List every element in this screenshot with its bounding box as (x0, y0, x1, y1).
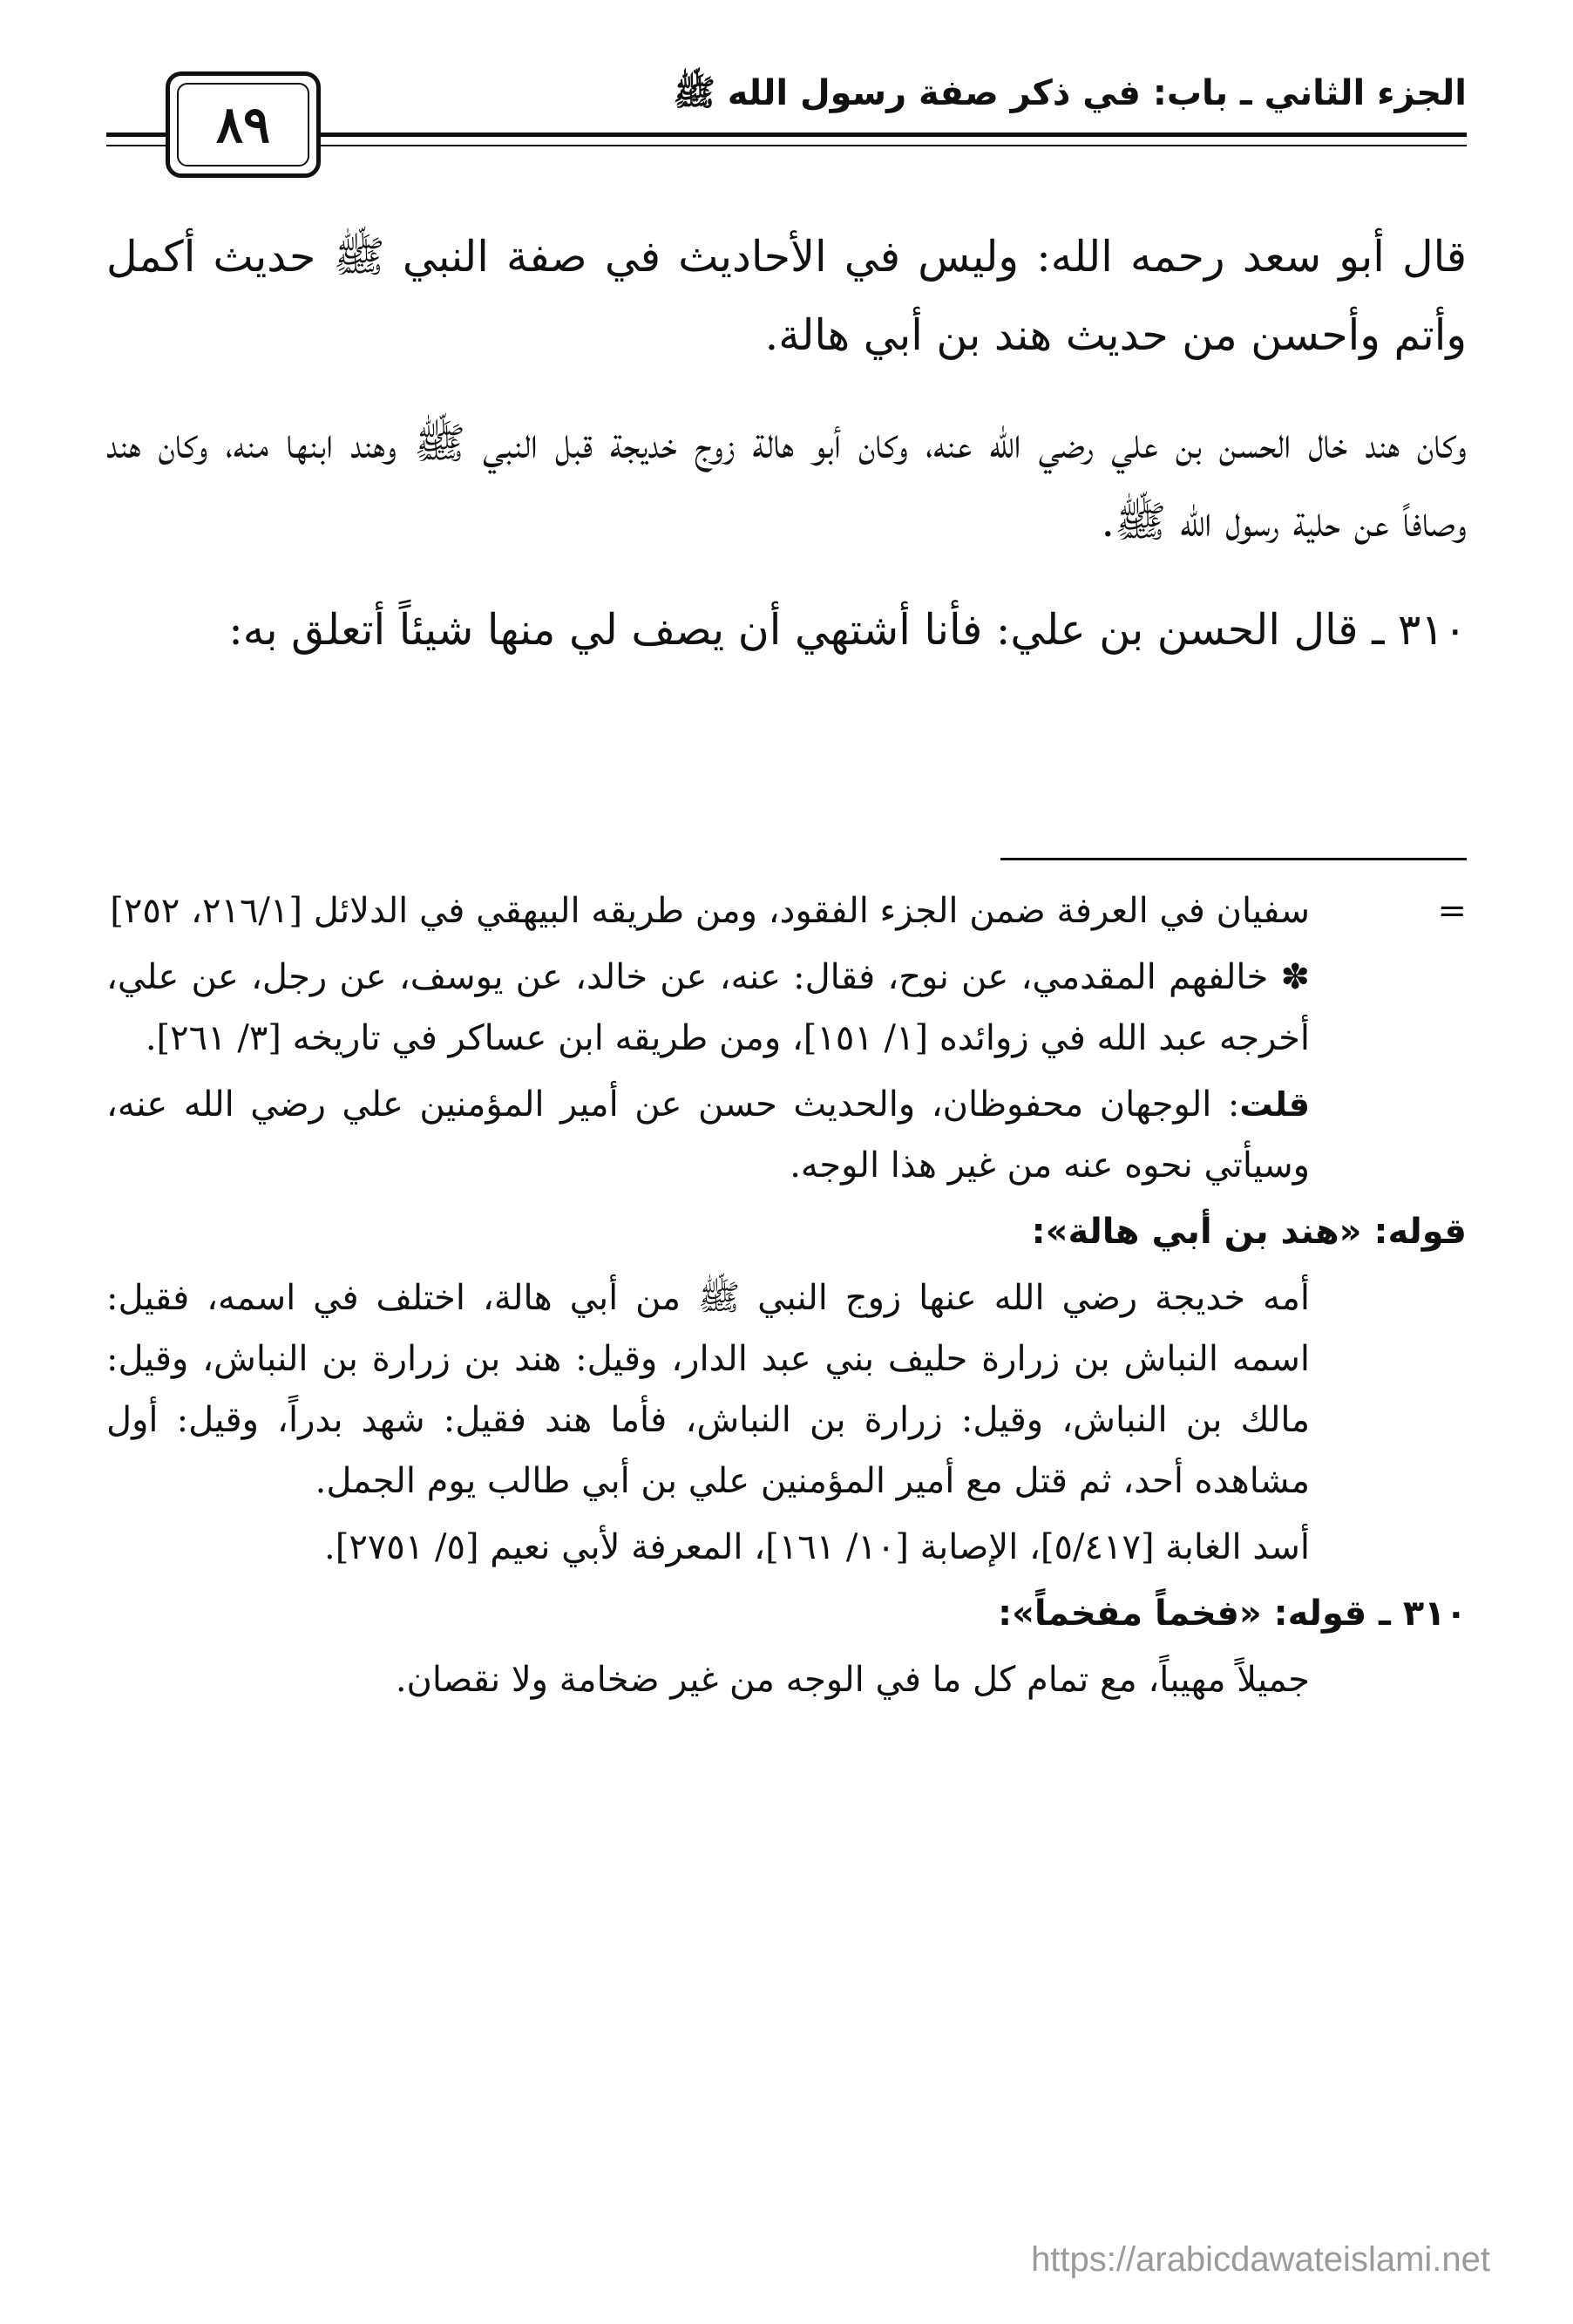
main-text (106, 218, 1467, 699)
page-number: ٨٩ (177, 83, 309, 166)
running-title: الجزء الثاني ـ باب: في ذكر صفة رسول الله ﷺ (673, 73, 1467, 113)
watermark-url: https://arabicdawateislami.net (1031, 2240, 1490, 2279)
footnote-3-text: : الوجهان محفوظان، والحديث حسن عن أمير المؤمنين علي رضي الله عنه، وسيأتي نحوه عنه من غير هذا الوجه. (106, 1084, 1310, 1186)
continuation-mark: = (1437, 891, 1467, 931)
commentary-2: جميلاً مهيباً، مع تمام كل ما في الوجه من غير ضخامة ولا نقصان. (395, 1660, 1310, 1700)
main-paragraph-1: قال أبو سعد رحمه الله: وليس في الأحاديث في صفة النبي ﷺ حديث أكمل وأتم وأحسن من حديث هند بن أبي هالة. (106, 232, 1467, 360)
commentary-heading-1: قوله: «هند بن أبي هالة»: (1031, 1212, 1467, 1252)
main-paragraph-2: وكان هند خال الحسن بن علي رضي الله عنه، وكان أبو هالة زوج خديجة قبل النبي ﷺ وهند ابنها منه، وكان هند وصافاً عن حلية رسول الله ﷺ. (106, 418, 1467, 547)
footnote-1: سفيان في العرفة ضمن الجزء الفقود، ومن طريقه البيهقي في الدلائل [٢١٦/١، ٢٥٢] (110, 891, 1310, 931)
footnote-3-label: قلت (1239, 1085, 1310, 1124)
commentary-1: أمه خديجة رضي الله عنها زوج النبي ﷺ من أبي هالة، اختلف في اسمه، فقيل: اسمه النباش بن زرارة حليف بني عبد الدار، وقيل: هند بن زرارة بن النباش، وقيل: مالك بن النباش، وقيل: زرارة بن النباش، فأما هند فقيل: شهد بدراً، وقيل: أول مشاهده أحد، ثم قتل مع أمير المؤمنين علي بن أبي طالب يوم الجمل. (106, 1278, 1310, 1501)
footnote-3 (106, 1074, 1467, 1196)
footnote-2: ✽ خالفهم المقدمي، عن نوح، فقال: عنه، عن خالد، عن يوسف، عن رجل، عن علي، أخرجه عبد الله في زوائده [١/ ١٥١]، ومن طريقه ابن عساكر في تاريخه [٣/ ٢٦١]. (106, 957, 1310, 1058)
page-number-frame (166, 71, 321, 178)
commentary-1-refs: أسد الغابة [٥/٤١٧]، الإصابة [١٠/ ١٦١]، المعرفة لأبي نعيم [٥/ ٢٧٥١]. (324, 1527, 1310, 1567)
footnotes (106, 880, 1467, 1716)
main-paragraph-3: ٣١٠ ـ قال الحسن بن علي: فأنا أشتهي أن يصف لي منها شيئاً أتعلق به: (228, 605, 1467, 655)
footnote-separator (1000, 858, 1467, 860)
commentary-heading-2: ٣١٠ ـ قوله: «فخماً مفخماً»: (998, 1594, 1467, 1634)
